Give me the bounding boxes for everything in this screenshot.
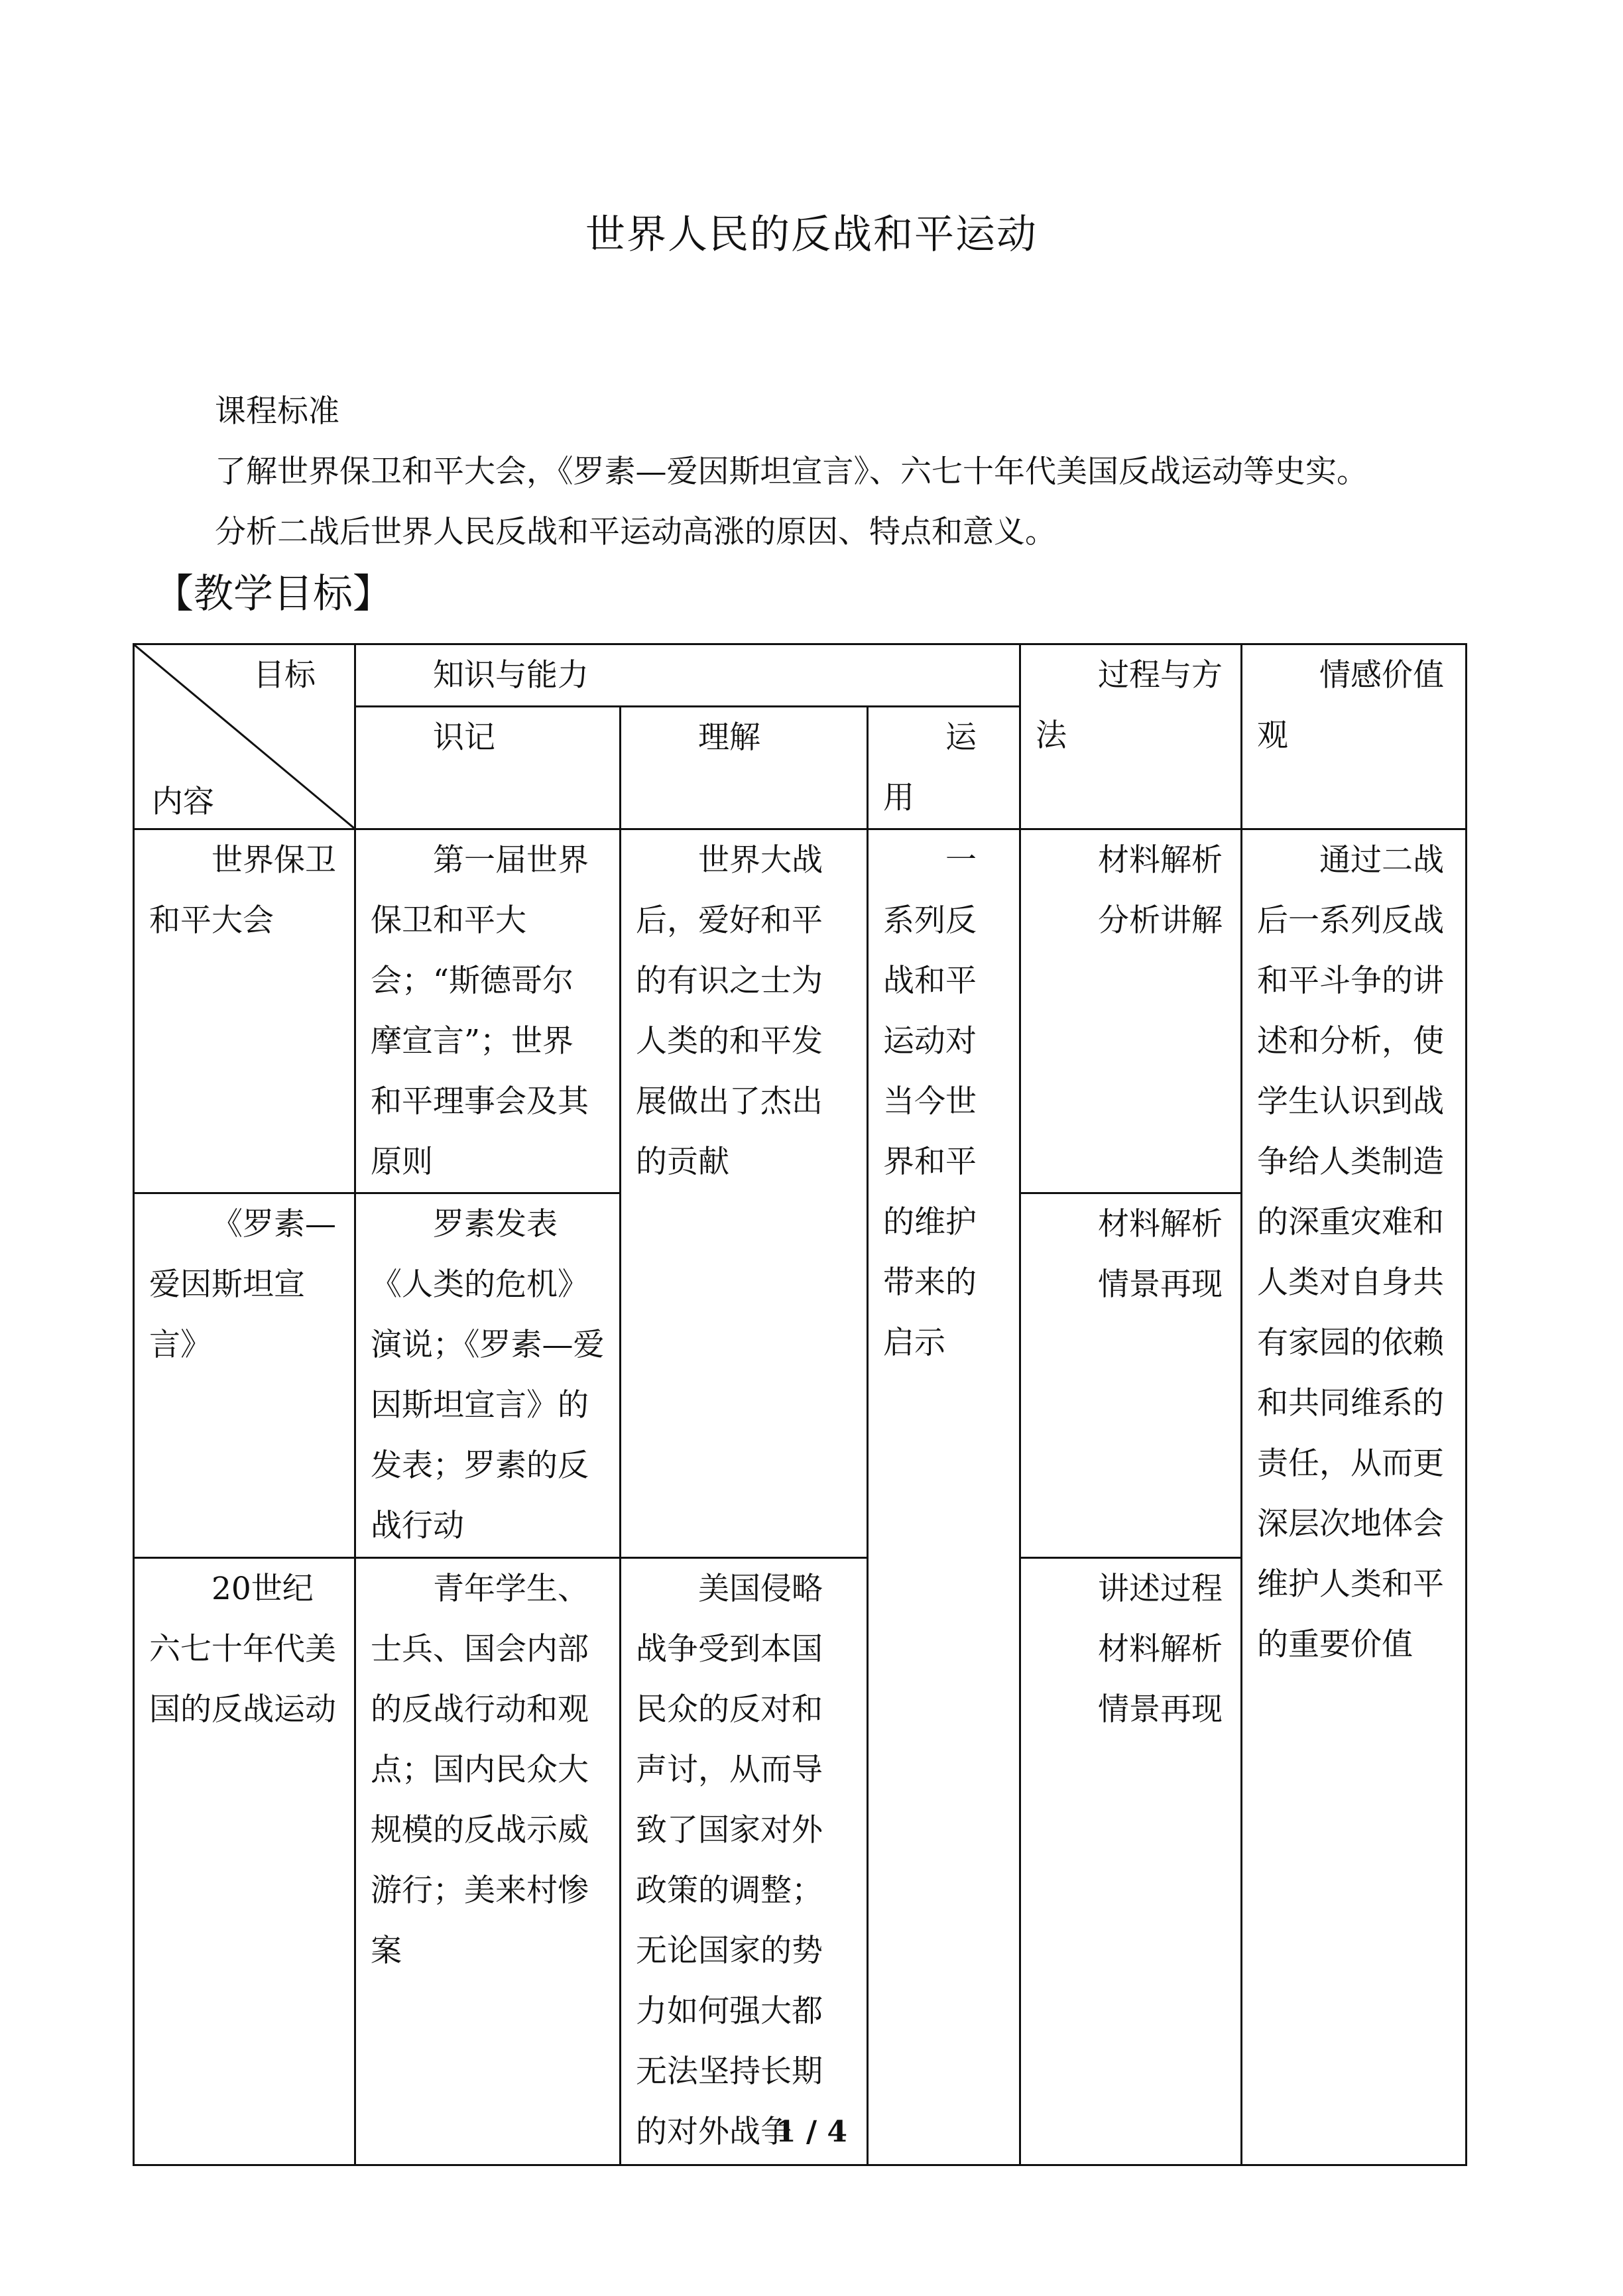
section-heading: 【教学目标】 (154, 571, 392, 617)
row-1-method-item-1: 材料解析 (1098, 842, 1223, 878)
row-3-recall: 青年学生、士兵、国会内部的反战行动和观点；国内民众大规模的反战示威游行；美来村惨案 (355, 1558, 621, 2165)
header-apply: 运用 (868, 707, 1020, 829)
header-understand: 理解 (621, 707, 868, 829)
row-3-understand: 美国侵略战争受到本国民众的反对和声讨，从而导致了国家对外政策的调整；无论国家的势力如何强大都无法坚持长期的对外战争 (621, 1558, 868, 2165)
row-2-method-item-1: 材料解析 (1098, 1206, 1223, 1242)
row-2-method (1020, 1193, 1242, 1558)
diagonal-header-cell (134, 644, 355, 829)
course-standard-line-1: 了解世界保卫和平大会，《罗素—爱因斯坦宣言》、六七十年代美国反战运动等史实。 (215, 453, 1368, 490)
course-standard-line-2: 分析二战后世界人民反战和平运动高涨的原因、特点和意义。 (215, 514, 1056, 550)
header-process-method: 过程与方法 (1020, 644, 1242, 829)
header-recall: 识记 (355, 707, 621, 829)
row-2-recall: 罗素发表《人类的危机》演说；《罗素—爱因斯坦宣言》的发表；罗素的反战行动 (355, 1193, 621, 1558)
row-3-method-item-2: 材料解析 (1098, 1631, 1223, 1667)
document-title: 世界人民的反战和平运动 (585, 211, 1038, 258)
understand-shared: 世界大战后，爱好和平的有识之士为人类的和平发展做出了杰出的贡献 (621, 829, 868, 1558)
apply-shared: 一系列反战和平运动对当今世界和平的维护带来的启示 (868, 829, 1020, 2165)
teaching-objectives-table (133, 643, 1467, 2166)
header-target: 目标 (253, 657, 316, 694)
row-1-method (1020, 829, 1242, 1193)
row-1-recall: 第一届世界保卫和平大会；“斯德哥尔摩宣言”；世界和平理事会及其原则 (355, 829, 621, 1193)
row-1-content: 世界保卫和平大会 (134, 829, 355, 1193)
row-3-method-item-1: 讲述过程 (1098, 1571, 1223, 1607)
emotion-shared: 通过二战后一系列反战和平斗争的讲述和分析，使学生认识到战争给人类制造的深重灾难和人类对自身共有家园的依赖和共同维系的责任，从而更深层次地体会维护人类和平的重要价值 (1242, 829, 1467, 2165)
row-3-method (1020, 1558, 1242, 2165)
header-knowledge-ability: 知识与能力 (355, 644, 1020, 707)
header-emotion-value: 情感价值观 (1242, 644, 1467, 829)
course-standard-label: 课程标准 (215, 393, 339, 430)
row-1-method-item-2: 分析讲解 (1098, 902, 1223, 939)
header-content: 内容 (152, 784, 214, 820)
row-3-method-item-3: 情景再现 (1098, 1691, 1223, 1728)
row-2-content: 《罗素—爱因斯坦宣言》 (134, 1193, 355, 1558)
row-3-content: 20世纪六七十年代美国的反战运动 (134, 1558, 355, 2165)
row-2-method-item-2: 情景再现 (1098, 1266, 1223, 1303)
page-number: 1 / 4 (776, 2115, 847, 2149)
